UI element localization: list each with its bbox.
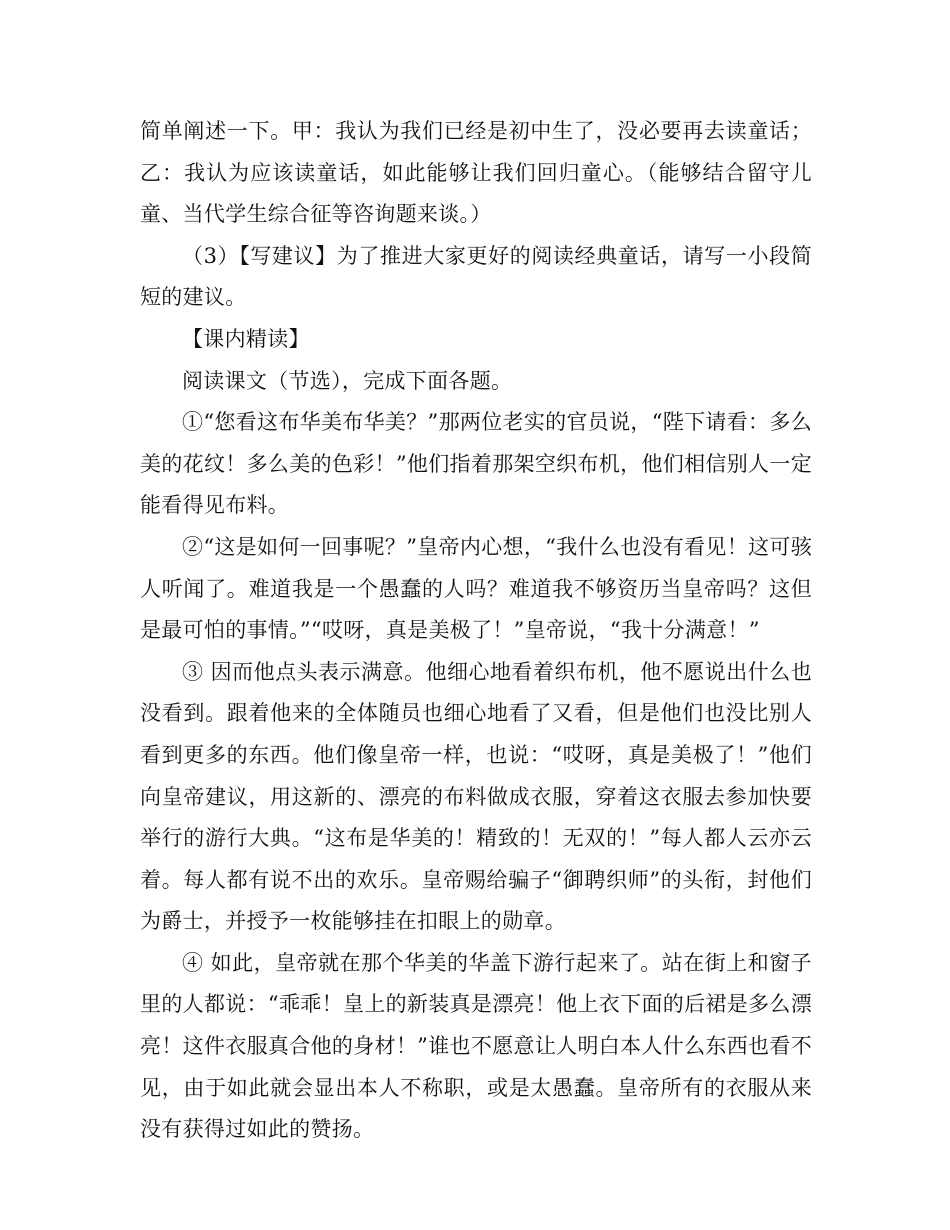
passage-paragraph-2: ②“这是如何一回事呢？”皇帝内心想，“我什么也没有看见！这可骇人听闻了。难道我是一个愚蠢的人吗？难道我不够资历当皇帝吗？这但是最可怕的事情。”“哎呀，真是美极了！”皇帝说，“我十分满意！”	[140, 534, 812, 643]
section-heading-close-reading: 【课内精读】	[182, 326, 310, 351]
paragraph-instructions: 阅读课文（节选），完成下面各题。	[182, 368, 513, 393]
paragraph-intro-debate: 简单阐述一下。甲：我认为我们已经是初中生了，没必要再去读童话；乙：我认为应该读童话，如此能够让我们回归童心。（能够结合留守儿童、当代学生综合征等咨询题来谈。）	[140, 119, 812, 227]
passage-paragraph-3: ③ 因而他点头表示满意。他细心地看着织布机，他不愿说出什么也没看到。跟着他来的全体随员也细心地看了又看，但是他们也没比别人看到更多的东西。他们像皇帝一样，也说：“哎呀，真是美极了！”他们向皇帝建议，用这新的、漂亮的布料做成衣服，穿着这衣服去参加快要举行的游行大典。“这布是华美的！精致的！无双的！”每人都人云亦云着。每人都有说不出的欢乐。皇帝赐给骗子“御聘织师”的头衔，封他们为爵士，并授予一枚能够挂在扣眼上的勋章。	[140, 659, 812, 934]
passage-paragraph-1: ①“您看这布华美布华美？”那两位老实的官员说，“陛下请看：多么美的花纹！多么美的色彩！”他们指着那架空织布机，他们相信别人一定能看得见布料。	[140, 410, 812, 518]
document-body	[140, 111, 812, 1151]
passage-paragraph-4: ④ 如此，皇帝就在那个华美的华盖下游行起来了。站在街上和窗子里的人都说：“乖乖！皇上的新装真是漂亮！他上衣下面的后裙是多么漂亮！这件衣服真合他的身材！”谁也不愿意让人明白本人什么东西也看不见，由于如此就会显出本人不称职，或是太愚蠢。皇帝所有的衣服从来没有获得过如此的赞扬。	[140, 950, 812, 1142]
paragraph-question-3: （3）【写建议】为了推进大家更好的阅读经典童话，请写一小段简短的建议。	[140, 243, 812, 310]
